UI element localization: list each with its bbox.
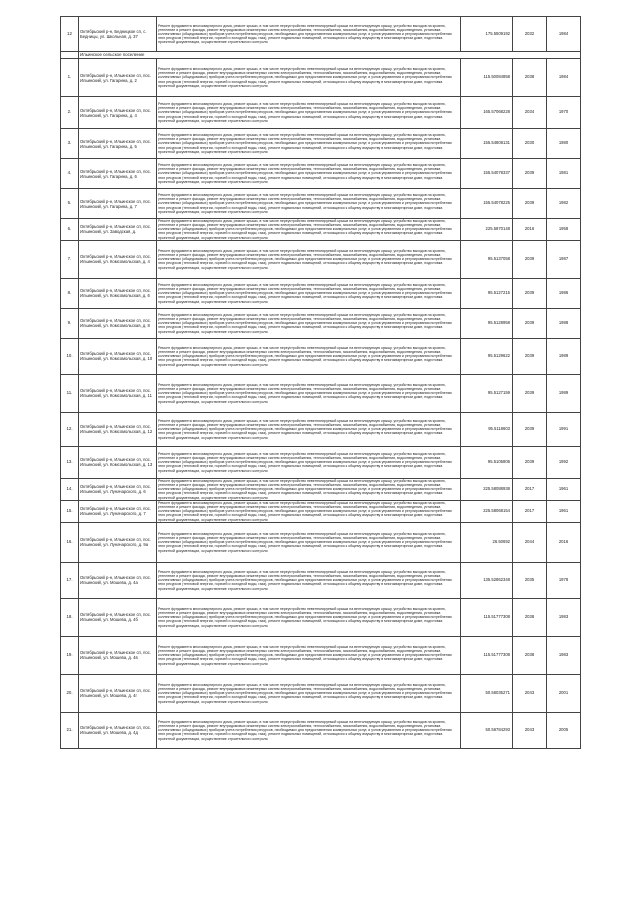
repair-year: 2039	[513, 374, 547, 412]
house-address: Октябрьский р-н, Ильинское сп, пос. Ильинский, ул. Комсомольская, д. 10	[79, 338, 157, 374]
build-year: 1988	[547, 308, 581, 338]
repair-year: 2030	[513, 129, 547, 159]
table-row	[61, 338, 581, 374]
cost-value: 95.5127159	[461, 374, 513, 412]
row-number: 9.	[61, 308, 79, 338]
house-address: Октябрьский р-н, Бедницкое сп, с. Бедницы, ул. Школьная, д. 37	[79, 17, 157, 52]
house-address: Октябрьский р-н, Ильинское сп, пос. Ильинский, ул. Комсомольская, д. 6	[79, 278, 157, 308]
row-number: 6.	[61, 219, 79, 241]
table-row	[61, 159, 581, 189]
repair-year: 2038	[513, 636, 547, 674]
repair-year: 2039	[513, 446, 547, 478]
repair-works-description: Ремонт фундамента многоквартирного дома, ремонт крыши, в том числе переустройство невентилируемой крыши на вентилируемую крышу, устройство выходов на кровлю, утепление и ремонт фасада, ремонт внутридомовых инженерных систем электроснабжения, теплоснабжения, газоснабжения, водоснабжения, водоотведения, установка коллективных (общедомовых) приборов учета потребления ресурсов, необходимых для предоставления коммунальных услуг, и узлов управления и регулирования потребления этих ресурсов (тепловой энергии, горячей и холодной воды, газа), ремонт подвальных помещений, относящихся к общему имуществу в многоквартирном доме, подготовка проектной документации, осуществление строительного контроля	[157, 562, 461, 598]
house-address: Октябрьский р-н, Ильинское сп, пос. Ильинский, ул. Гагарина, д. 5	[79, 129, 157, 159]
repair-works-description: Ремонт фундамента многоквартирного дома, ремонт крыши, в том числе переустройство невентилируемой крыши на вентилируемую крышу, устройство выходов на кровлю, утепление и ремонт фасада, ремонт внутридомовых инженерных систем электроснабжения, теплоснабжения, газоснабжения, водоснабжения, водоотведения, установка коллективных (общедомовых) приборов учета потребления ресурсов, необходимых для предоставления коммунальных услуг, и узлов управления и регулирования потребления этих ресурсов (тепловой энергии, горячей и холодной воды, газа), ремонт подвальных помещений, относящихся к общему имуществу в многоквартирном доме, подготовка проектной документации, осуществление строительного контроля	[157, 17, 461, 52]
row-number: 4.	[61, 159, 79, 189]
repair-works-description: Ремонт фундамента многоквартирного дома, ремонт крыши, в том числе переустройство невентилируемой крыши на вентилируемую крышу, устройство выходов на кровлю, утепление и ремонт фасада, ремонт внутридомовых инженерных систем электроснабжения, теплоснабжения, газоснабжения, водоснабжения, водоотведения, установка коллективных (общедомовых) приборов учета потребления ресурсов, необходимых для предоставления коммунальных услуг, и узлов управления и регулирования потребления этих ресурсов (тепловой энергии, горячей и холодной воды, газа), ремонт подвальных помещений, относящихся к общему имуществу в многоквартирном доме, подготовка проектной документации, осуществление строительного контроля	[157, 129, 461, 159]
cost-value: 225.58088938	[461, 478, 513, 500]
cost-value: 225.5870148	[461, 219, 513, 241]
repair-year: 2034	[513, 97, 547, 129]
row-number: 8.	[61, 278, 79, 308]
table-body	[61, 17, 581, 749]
cost-value: 135.52862348	[461, 562, 513, 598]
build-year: 1983	[547, 598, 581, 636]
table-row	[61, 412, 581, 446]
build-year: 1984	[547, 17, 581, 52]
repair-works-description: Ремонт фундамента многоквартирного дома, ремонт крыши, в том числе переустройство невентилируемой крыши на вентилируемую крышу, устройство выходов на кровлю, утепление и ремонт фасада, ремонт внутридомовых инженерных систем электроснабжения, теплоснабжения, газоснабжения, водоснабжения, водоотведения, установка коллективных (общедомовых) приборов учета потребления ресурсов, необходимых для предоставления коммунальных услуг, и узлов управления и регулирования потребления этих ресурсов (тепловой энергии, горячей и холодной воды, газа), ремонт подвальных помещений, относящихся к общему имуществу в многоквартирном доме, подготовка проектной документации, осуществление строительного контроля	[157, 636, 461, 674]
row-number: 13.	[61, 446, 79, 478]
row-number: 17.	[61, 562, 79, 598]
table-row	[61, 446, 581, 478]
build-year: 1981	[547, 159, 581, 189]
row-number: 20.	[61, 674, 79, 712]
repair-year: 2044	[513, 522, 547, 562]
repair-year: 2039	[513, 159, 547, 189]
cost-value: 155.54078225	[461, 189, 513, 219]
repair-works-description: Ремонт фундамента многоквартирного дома, ремонт крыши, в том числе переустройство невентилируемой крыши на вентилируемую крышу, устройство выходов на кровлю, утепление и ремонт фасада, ремонт внутридомовых инженерных систем электроснабжения, теплоснабжения, газоснабжения, водоснабжения, водоотведения, установка коллективных (общедомовых) приборов учета потребления ресурсов, необходимых для предоставления коммунальных услуг, и узлов управления и регулирования потребления этих ресурсов (тепловой энергии, горячей и холодной воды, газа), ремонт подвальных помещений, относящихся к общему имуществу в многоквартирном доме, подготовка проектной документации, осуществление строительного контроля	[157, 240, 461, 278]
table-row	[61, 59, 581, 97]
table-row	[61, 636, 581, 674]
build-year: 1958	[547, 219, 581, 241]
table-row	[61, 97, 581, 129]
row-number: 10.	[61, 338, 79, 374]
repair-works-description: Ремонт фундамента многоквартирного дома, ремонт крыши, в том числе переустройство невентилируемой крыши на вентилируемую крышу, устройство выходов на кровлю, утепление и ремонт фасада, ремонт внутридомовых инженерных систем электроснабжения, теплоснабжения, газоснабжения, водоснабжения, водоотведения, установка коллективных (общедомовых) приборов учета потребления ресурсов, необходимых для предоставления коммунальных услуг, и узлов управления и регулирования потребления этих ресурсов (тепловой энергии, горячей и холодной воды, газа), ремонт подвальных помещений, относящихся к общему имуществу в многоквартирном доме, подготовка проектной документации, осуществление строительного контроля	[157, 278, 461, 308]
cost-value: 165.57068228	[461, 97, 513, 129]
row-number: 15.	[61, 500, 79, 522]
house-address: Октябрьский р-н, Ильинское сп, пос. Ильинский, ул. Луначарского, д. 7	[79, 500, 157, 522]
cost-value: 115.51777308	[461, 598, 513, 636]
repair-year: 2039	[513, 308, 547, 338]
row-number: 12.	[61, 412, 79, 446]
repair-works-description: Ремонт фундамента многоквартирного дома, ремонт крыши, в том числе переустройство невентилируемой крыши на вентилируемую крышу, устройство выходов на кровлю, утепление и ремонт фасада, ремонт внутридомовых инженерных систем электроснабжения, теплоснабжения, газоснабжения, водоснабжения, водоотведения, установка коллективных (общедомовых) приборов учета потребления ресурсов, необходимых для предоставления коммунальных услуг, и узлов управления и регулирования потребления этих ресурсов (тепловой энергии, горячей и холодной воды, газа), ремонт подвальных помещений, относящихся к общему имуществу в многоквартирном доме, подготовка проектной документации, осуществление строительного контроля	[157, 674, 461, 712]
repair-year: 2043	[513, 674, 547, 712]
house-address: Октябрьский р-н, Ильинское сп, пос. Ильинский, ул. Комсомольская, д. 13	[79, 446, 157, 478]
repair-works-description: Ремонт фундамента многоквартирного дома, ремонт крыши, в том числе переустройство невентилируемой крыши на вентилируемую крышу, устройство выходов на кровлю, утепление и ремонт фасада, ремонт внутридомовых инженерных систем электроснабжения, теплоснабжения, газоснабжения, водоснабжения, водоотведения, установка коллективных (общедомовых) приборов учета потребления ресурсов, необходимых для предоставления коммунальных услуг, и узлов управления и регулирования потребления этих ресурсов (тепловой энергии, горячей и холодной воды, газа), ремонт подвальных помещений, относящихся к общему имуществу в многоквартирном доме, подготовка проектной документации, осуществление строительного контроля	[157, 712, 461, 748]
house-address: Октябрьский р-н, Ильинское сп, пос. Ильинский, ул. Мошева, д. 4а	[79, 562, 157, 598]
table-row	[61, 712, 581, 748]
row-number: 14.	[61, 478, 79, 500]
row-number: 5.	[61, 189, 79, 219]
cost-value: 95.5137058	[461, 240, 513, 278]
table-row	[61, 219, 581, 241]
house-address: Октябрьский р-н, Ильинское сп, пос. Ильинский, ул. Комсомольская, д. 11	[79, 374, 157, 412]
repair-works-description: Ремонт фундамента многоквартирного дома, ремонт крыши, в том числе переустройство невентилируемой крыши на вентилируемую крышу, устройство выходов на кровлю, утепление и ремонт фасада, ремонт внутридомовых инженерных систем электроснабжения, теплоснабжения, газоснабжения, водоснабжения, водоотведения, установка коллективных (общедомовых) приборов учета потребления ресурсов, необходимых для предоставления коммунальных услуг, и узлов управления и регулирования потребления этих ресурсов (тепловой энергии, горячей и холодной воды, газа), ремонт подвальных помещений, относящихся к общему имуществу в многоквартирном доме, подготовка проектной документации, осуществление строительного контроля	[157, 159, 461, 189]
section-title: Ильинское сельское поселение	[79, 52, 581, 59]
table-row	[61, 478, 581, 500]
build-year: 1982	[547, 189, 581, 219]
repair-year: 2039	[513, 412, 547, 446]
section-spacer	[61, 52, 79, 59]
build-year: 1961	[547, 500, 581, 522]
repair-year: 2032	[513, 17, 547, 52]
repair-year: 2039	[513, 240, 547, 278]
build-year: 1984	[547, 59, 581, 97]
repair-year: 2017	[513, 500, 547, 522]
build-year: 2016	[547, 522, 581, 562]
row-number: 21.	[61, 712, 79, 748]
build-year: 1989	[547, 374, 581, 412]
build-year: 1961	[547, 478, 581, 500]
table-row	[61, 189, 581, 219]
build-year: 1980	[547, 129, 581, 159]
house-address: Октябрьский р-н, Ильинское сп, пос. Ильинский, ул. Комсомольская, д. 8	[79, 308, 157, 338]
capital-repair-table	[60, 16, 581, 749]
build-year: 1983	[547, 636, 581, 674]
build-year: 1986	[547, 278, 581, 308]
repair-year: 2043	[513, 712, 547, 748]
row-number: 7.	[61, 240, 79, 278]
house-address: Октябрьский р-н, Ильинское сп, пос. Ильинский, ул. Гагарина, д. 4	[79, 97, 157, 129]
repair-works-description: Ремонт фундамента многоквартирного дома, ремонт крыши, в том числе переустройство невентилируемой крыши на вентилируемую крышу, устройство выходов на кровлю, утепление и ремонт фасада, ремонт внутридомовых инженерных систем электроснабжения, теплоснабжения, газоснабжения, водоснабжения, водоотведения, установка коллективных (общедомовых) приборов учета потребления ресурсов, необходимых для предоставления коммунальных услуг, и узлов управления и регулирования потребления этих ресурсов (тепловой энергии, горячей и холодной воды, газа), ремонт подвальных помещений, относящихся к общему имуществу в многоквартирном доме, подготовка проектной документации, осуществление строительного контроля	[157, 522, 461, 562]
build-year: 1970	[547, 97, 581, 129]
build-year: 1987	[547, 240, 581, 278]
repair-works-description: Ремонт фундамента многоквартирного дома, ремонт крыши, в том числе переустройство невентилируемой крыши на вентилируемую крышу, устройство выходов на кровлю, утепление и ремонт фасада, ремонт внутридомовых инженерных систем электроснабжения, теплоснабжения, газоснабжения, водоснабжения, водоотведения, установка коллективных (общедомовых) приборов учета потребления ресурсов, необходимых для предоставления коммунальных услуг, и узлов управления и регулирования потребления этих ресурсов (тепловой энергии, горячей и холодной воды, газа), ремонт подвальных помещений, относящихся к общему имуществу в многоквартирном доме, подготовка проектной документации, осуществление строительного контроля	[157, 598, 461, 636]
table-row	[61, 278, 581, 308]
house-address: Октябрьский р-н, Ильинское сп, пос. Ильинский, ул. Мошева, д. 4д	[79, 712, 157, 748]
table-row	[61, 500, 581, 522]
house-address: Октябрьский р-н, Ильинское сп, пос. Ильинский, ул. Луначарского, д. 6	[79, 478, 157, 500]
table-row	[61, 562, 581, 598]
section-row	[61, 52, 581, 59]
cost-value: 95.5105806	[461, 446, 513, 478]
cost-value: 50.56784293	[461, 712, 513, 748]
cost-value: 50.56035271	[461, 674, 513, 712]
build-year: 1992	[547, 446, 581, 478]
row-number: 2.	[61, 97, 79, 129]
table-row	[61, 308, 581, 338]
repair-works-description: Ремонт фундамента многоквартирного дома, ремонт крыши, в том числе переустройство невентилируемой крыши на вентилируемую крышу, устройство выходов на кровлю, утепление и ремонт фасада, ремонт внутридомовых инженерных систем электроснабжения, теплоснабжения, газоснабжения, водоснабжения, водоотведения, установка коллективных (общедомовых) приборов учета потребления ресурсов, необходимых для предоставления коммунальных услуг, и узлов управления и регулирования потребления этих ресурсов (тепловой энергии, горячей и холодной воды, газа), ремонт подвальных помещений, относящихся к общему имуществу в многоквартирном доме, подготовка проектной документации, осуществление строительного контроля	[157, 338, 461, 374]
repair-year: 2039	[513, 278, 547, 308]
cost-value: 225.58068154	[461, 500, 513, 522]
build-year: 1978	[547, 562, 581, 598]
house-address: Октябрьский р-н, Ильинское сп, пос. Ильинский, ул. Луначарского, д. 9а	[79, 522, 157, 562]
row-number: 19.	[61, 636, 79, 674]
repair-year: 2038	[513, 598, 547, 636]
house-address: Октябрьский р-н, Ильинское сп, пос. Ильинский, ул. Комсомольская, д. 4	[79, 240, 157, 278]
repair-works-description: Ремонт фундамента многоквартирного дома, ремонт крыши, в том числе переустройство невентилируемой крыши на вентилируемую крышу, устройство выходов на кровлю, утепление и ремонт фасада, ремонт внутридомовых инженерных систем электроснабжения, теплоснабжения, газоснабжения, водоснабжения, водоотведения, установка коллективных (общедомовых) приборов учета потребления ресурсов, необходимых для предоставления коммунальных услуг, и узлов управления и регулирования потребления этих ресурсов (тепловой энергии, горячей и холодной воды, газа), ремонт подвальных помещений, относящихся к общему имуществу в многоквартирном доме, подготовка проектной документации, осуществление строительного контроля	[157, 500, 461, 522]
build-year: 1989	[547, 338, 581, 374]
row-number: 11.	[61, 374, 79, 412]
table-row	[61, 129, 581, 159]
repair-works-description: Ремонт фундамента многоквартирного дома, ремонт крыши, в том числе переустройство невентилируемой крыши на вентилируемую крышу, устройство выходов на кровлю, утепление и ремонт фасада, ремонт внутридомовых инженерных систем электроснабжения, теплоснабжения, газоснабжения, водоснабжения, водоотведения, установка коллективных (общедомовых) приборов учета потребления ресурсов, необходимых для предоставления коммунальных услуг, и узлов управления и регулирования потребления этих ресурсов (тепловой энергии, горячей и холодной воды, газа), ремонт подвальных помещений, относящихся к общему имуществу в многоквартирном доме, подготовка проектной документации, осуществление строительного контроля	[157, 446, 461, 478]
repair-works-description: Ремонт фундамента многоквартирного дома, ремонт крыши, в том числе переустройство невентилируемой крыши на вентилируемую крышу, устройство выходов на кровлю, утепление и ремонт фасада, ремонт внутридомовых инженерных систем электроснабжения, теплоснабжения, газоснабжения, водоснабжения, водоотведения, установка коллективных (общедомовых) приборов учета потребления ресурсов, необходимых для предоставления коммунальных услуг, и узлов управления и регулирования потребления этих ресурсов (тепловой энергии, горячей и холодной воды, газа), ремонт подвальных помещений, относящихся к общему имуществу в многоквартирном доме, подготовка проектной документации, осуществление строительного контроля	[157, 478, 461, 500]
repair-works-description: Ремонт фундамента многоквартирного дома, ремонт крыши, в том числе переустройство невентилируемой крыши на вентилируемую крышу, устройство выходов на кровлю, утепление и ремонт фасада, ремонт внутридомовых инженерных систем электроснабжения, теплоснабжения, газоснабжения, водоснабжения, водоотведения, установка коллективных (общедомовых) приборов учета потребления ресурсов, необходимых для предоставления коммунальных услуг, и узлов управления и регулирования потребления этих ресурсов (тепловой энергии, горячей и холодной воды, газа), ремонт подвальных помещений, относящихся к общему имуществу в многоквартирном доме, подготовка проектной документации, осуществление строительного контроля	[157, 97, 461, 129]
repair-year: 2016	[513, 219, 547, 241]
cost-value: 155.54078337	[461, 159, 513, 189]
repair-works-description: Ремонт фундамента многоквартирного дома, ремонт крыши, в том числе переустройство невентилируемой крыши на вентилируемую крышу, устройство выходов на кровлю, утепление и ремонт фасада, ремонт внутридомовых инженерных систем электроснабжения, теплоснабжения, газоснабжения, водоснабжения, водоотведения, установка коллективных (общедомовых) приборов учета потребления ресурсов, необходимых для предоставления коммунальных услуг, и узлов управления и регулирования потребления этих ресурсов (тепловой энергии, горячей и холодной воды, газа), ремонт подвальных помещений, относящихся к общему имуществу в многоквартирном доме, подготовка проектной документации, осуществление строительного контроля	[157, 374, 461, 412]
table-row	[61, 17, 581, 52]
cost-value: 95.5118603	[461, 412, 513, 446]
table-row	[61, 240, 581, 278]
register-sheet	[60, 16, 580, 749]
house-address: Октябрьский р-н, Ильинское сп, пос. Ильинский, ул. Гагарина, д. 2	[79, 59, 157, 97]
build-year: 1991	[547, 412, 581, 446]
house-address: Октябрьский р-н, Ильинское сп, пос. Ильинский, ул. Гагарина, д. 7	[79, 189, 157, 219]
repair-works-description: Ремонт фундамента многоквартирного дома, ремонт крыши, в том числе переустройство невентилируемой крыши на вентилируемую крышу, устройство выходов на кровлю, утепление и ремонт фасада, ремонт внутридомовых инженерных систем электроснабжения, теплоснабжения, газоснабжения, водоснабжения, водоотведения, установка коллективных (общедомовых) приборов учета потребления ресурсов, необходимых для предоставления коммунальных услуг, и узлов управления и регулирования потребления этих ресурсов (тепловой энергии, горячей и холодной воды, газа), ремонт подвальных помещений, относящихся к общему имуществу в многоквартирном доме, подготовка проектной документации, осуществление строительного контроля	[157, 189, 461, 219]
repair-year: 2038	[513, 59, 547, 97]
repair-year: 2035	[513, 562, 547, 598]
house-address: Октябрьский р-н, Ильинское сп, пос. Ильинский, ул. Мошева, д. 4в	[79, 636, 157, 674]
house-address: Октябрьский р-н, Ильинское сп, пос. Ильинский, ул. Мошева, д. 4б	[79, 598, 157, 636]
house-address: Октябрьский р-н, Ильинское сп, пос. Ильинский, ул. Мошева, д. 4г	[79, 674, 157, 712]
table-row	[61, 598, 581, 636]
repair-works-description: Ремонт фундамента многоквартирного дома, ремонт крыши, в том числе переустройство невентилируемой крыши на вентилируемую крышу, устройство выходов на кровлю, утепление и ремонт фасада, ремонт внутридомовых инженерных систем электроснабжения, теплоснабжения, газоснабжения, водоснабжения, водоотведения, установка коллективных (общедомовых) приборов учета потребления ресурсов, необходимых для предоставления коммунальных услуг, и узлов управления и регулирования потребления этих ресурсов (тепловой энергии, горячей и холодной воды, газа), ремонт подвальных помещений, относящихся к общему имуществу в многоквартирном доме, подготовка проектной документации, осуществление строительного контроля	[157, 412, 461, 446]
cost-value: 155.54808131	[461, 129, 513, 159]
table-row	[61, 522, 581, 562]
cost-value: 175.5509192	[461, 17, 513, 52]
row-number: 1.	[61, 59, 79, 97]
cost-value: 95.5129622	[461, 338, 513, 374]
row-number: 12	[61, 17, 79, 52]
house-address: Октябрьский р-н, Ильинское сп, пос. Ильинский, ул. Комсомольская, д. 12	[79, 412, 157, 446]
row-number: 3.	[61, 129, 79, 159]
cost-value: 95.5128958	[461, 308, 513, 338]
house-address: Октябрьский р-н, Ильинское сп, пос. Ильинский, ул. Гагарина, д. 6	[79, 159, 157, 189]
row-number: 16.	[61, 522, 79, 562]
repair-year: 2017	[513, 478, 547, 500]
table-row	[61, 674, 581, 712]
row-number: 18.	[61, 598, 79, 636]
cost-value: 115.51777308	[461, 636, 513, 674]
table-row	[61, 374, 581, 412]
repair-works-description: Ремонт фундамента многоквартирного дома, ремонт крыши, в том числе переустройство невентилируемой крыши на вентилируемую крышу, устройство выходов на кровлю, утепление и ремонт фасада, ремонт внутридомовых инженерных систем электроснабжения, теплоснабжения, газоснабжения, водоснабжения, водоотведения, установка коллективных (общедомовых) приборов учета потребления ресурсов, необходимых для предоставления коммунальных услуг, и узлов управления и регулирования потребления этих ресурсов (тепловой энергии, горячей и холодной воды, газа), ремонт подвальных помещений, относящихся к общему имуществу в многоквартирном доме, подготовка проектной документации, осуществление строительного контроля	[157, 59, 461, 97]
build-year: 2001	[547, 674, 581, 712]
repair-year: 2039	[513, 189, 547, 219]
repair-works-description: Ремонт фундамента многоквартирного дома, ремонт крыши, в том числе переустройство невентилируемой крыши на вентилируемую крышу, устройство выходов на кровлю, утепление и ремонт фасада, ремонт внутридомовых инженерных систем электроснабжения, теплоснабжения, газоснабжения, водоснабжения, водоотведения, установка коллективных (общедомовых) приборов учета потребления ресурсов, необходимых для предоставления коммунальных услуг, и узлов управления и регулирования потребления этих ресурсов (тепловой энергии, горячей и холодной воды, газа), ремонт подвальных помещений, относящихся к общему имуществу в многоквартирном доме, подготовка проектной документации, осуществление строительного контроля	[157, 219, 461, 241]
cost-value: 95.5127215	[461, 278, 513, 308]
house-address: Октябрьский р-н, Ильинское сп, пос. Ильинский, ул. Заводская, д.	[79, 219, 157, 241]
repair-works-description: Ремонт фундамента многоквартирного дома, ремонт крыши, в том числе переустройство невентилируемой крыши на вентилируемую крышу, устройство выходов на кровлю, утепление и ремонт фасада, ремонт внутридомовых инженерных систем электроснабжения, теплоснабжения, газоснабжения, водоснабжения, водоотведения, установка коллективных (общедомовых) приборов учета потребления ресурсов, необходимых для предоставления коммунальных услуг, и узлов управления и регулирования потребления этих ресурсов (тепловой энергии, горячей и холодной воды, газа), ремонт подвальных помещений, относящихся к общему имуществу в многоквартирном доме, подготовка проектной документации, осуществление строительного контроля	[157, 308, 461, 338]
cost-value: 26.50692	[461, 522, 513, 562]
repair-year: 2039	[513, 338, 547, 374]
cost-value: 115.50084858	[461, 59, 513, 97]
build-year: 2005	[547, 712, 581, 748]
